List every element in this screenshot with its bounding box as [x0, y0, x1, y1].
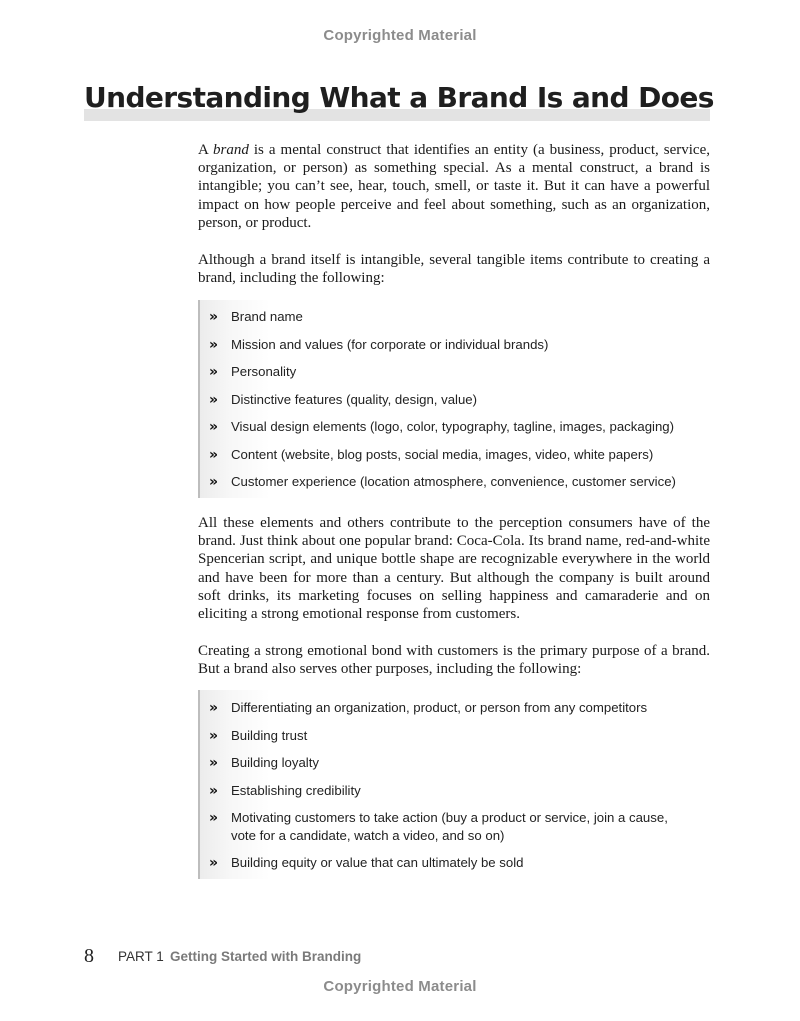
double-chevron-icon: » — [209, 809, 219, 826]
list-item-text: Motivating customers to take action (buy a product or service, join a cause, vote for a candidate, watch a video, and so on) — [231, 809, 668, 843]
para4-text: Creating a strong emotional bond with customers is the primary purpose of a brand. But a brand also serves other purposes, including the following: — [198, 643, 710, 678]
list-item-text: Personality — [231, 364, 297, 379]
list-item-text: Content (website, blog posts, social media, images, video, white papers) — [231, 446, 654, 462]
list-item-text: Differentiating an organization, product, or person from any competitors — [231, 700, 648, 715]
list-item-text: Brand name — [231, 309, 303, 324]
paragraph-tangible-items — [198, 251, 710, 287]
double-chevron-icon: » — [209, 474, 219, 490]
paragraph-definition — [198, 141, 710, 232]
double-chevron-icon: » — [209, 700, 219, 716]
double-chevron-icon: » — [209, 854, 219, 871]
double-chevron-icon: » — [209, 755, 219, 771]
list-item-text: Distinctive features (quality, design, value) — [231, 391, 478, 407]
double-chevron-icon: » — [209, 419, 219, 435]
double-chevron-icon: » — [209, 727, 219, 744]
double-chevron-icon: » — [209, 391, 219, 408]
list-item-text: Building equity or value that can ultimately be sold — [231, 854, 524, 870]
para1-rest: is a mental construct that identifies an entity (a business, product, service, organization, or person) as something special. As a mental construct, a brand is intangible; you can’t see, hear, touch, smell, or taste it. But it can have a powerful impact on how people perceive and feel about something, such as an organization, person, or product. — [198, 142, 710, 231]
double-chevron-icon: » — [209, 309, 219, 325]
page-number: 8 — [84, 945, 94, 967]
para1-lead: A — [198, 142, 214, 158]
brand-term: brand — [213, 142, 249, 158]
list-item-text: Building trust — [231, 727, 308, 743]
copyright-watermark-top: Copyrighted Material — [323, 27, 477, 44]
double-chevron-icon: » — [209, 782, 219, 799]
double-chevron-icon: » — [209, 446, 219, 463]
brand-purposes-list — [198, 690, 700, 879]
double-chevron-icon: » — [209, 364, 219, 380]
list-item-text: Customer experience (location atmosphere, convenience, customer service) — [231, 474, 676, 489]
list-item-text: Mission and values (for corporate or individual brands) — [231, 336, 549, 352]
paragraph-purpose — [198, 642, 710, 678]
paragraph-coca-cola-example — [198, 514, 710, 623]
brand-elements-list — [198, 300, 700, 498]
para2-text: Although a brand itself is intangible, several tangible items contribute to creating a brand, including the following: — [198, 252, 710, 287]
list-item-text: Visual design elements (logo, color, typography, tagline, images, packaging) — [231, 419, 675, 434]
double-chevron-icon: » — [209, 336, 219, 353]
list-item-text: Building loyalty — [231, 755, 319, 770]
part-title: Getting Started with Branding — [170, 949, 362, 964]
para3-text: All these elements and others contribute to the perception consumers have of the brand. Just think about one popular brand: Coca-Cola. Its brand name, red-and-white Spencerian script, and unique bottle shape are recognizable everywhere in the world and have been for more than a century. But although the company is built around soft drinks, its marketing focuses on selling happiness and camaraderie and on eliciting a strong emotional response from customers. — [198, 515, 710, 623]
section-heading — [84, 78, 714, 122]
part-label: PART 1 — [118, 949, 164, 964]
list-item-text: Establishing credibility — [231, 782, 361, 798]
section-title: Understanding What a Brand Is and Does — [84, 81, 714, 114]
copyright-watermark-bottom: Copyrighted Material — [323, 978, 477, 995]
